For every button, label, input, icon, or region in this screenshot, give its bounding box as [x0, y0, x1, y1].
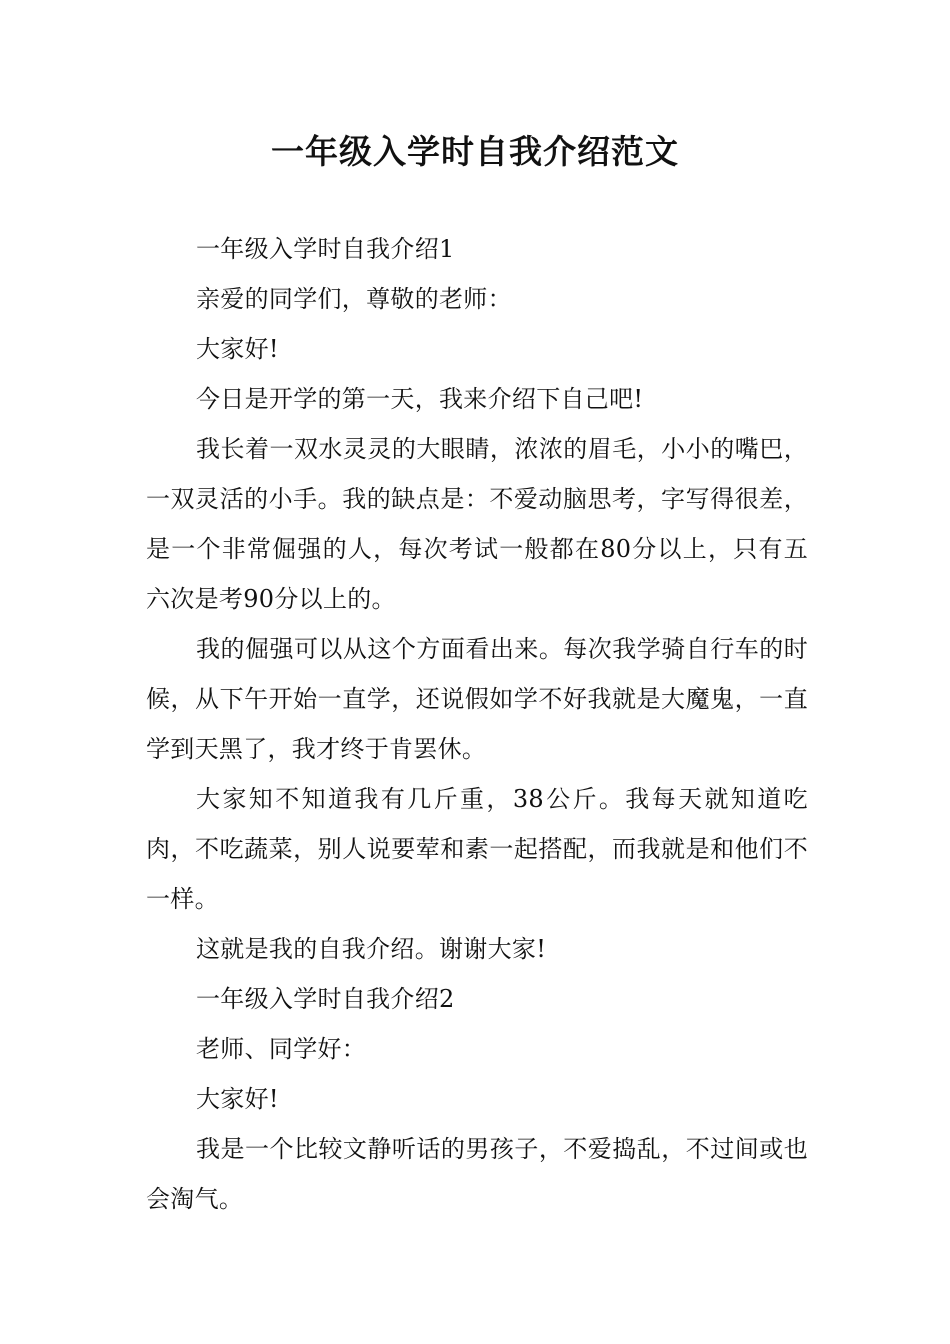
paragraph-2: 亲爱的同学们，尊敬的老师：	[196, 285, 512, 313]
paragraph-9: 一年级入学时自我介绍2	[196, 985, 455, 1013]
paragraph-1: 一年级入学时自我介绍1	[196, 235, 455, 263]
paragraph-7: 大家知不知道我有几斤重，38公斤。我每天就知道吃肉，不吃蔬菜，别人说要荤和素一起搭配，而我就是和他们不一样。	[146, 785, 808, 913]
paragraph-6: 我的倔强可以从这个方面看出来。每次我学骑自行车的时候，从下午开始一直学，还说假如学不好我就是大魔鬼，一直学到天黑了，我才终于肯罢休。	[146, 635, 808, 763]
paragraph-12: 我是一个比较文静听话的男孩子，不爱捣乱，不过间或也会淘气。	[146, 1135, 808, 1213]
paragraph-8: 这就是我的自我介绍。谢谢大家!	[196, 935, 547, 963]
paragraph-3: 大家好!	[196, 335, 279, 363]
paragraph-11: 大家好!	[196, 1085, 279, 1113]
document-title: 一年级入学时自我介绍范文	[271, 132, 679, 171]
paragraph-5: 我长着一双水灵灵的大眼睛，浓浓的眉毛，小小的嘴巴，一双灵活的小手。我的缺点是：不爱动脑思考，字写得很差，是一个非常倔强的人，每次考试一般都在80分以上，只有五六次是考90分以上的。	[146, 435, 808, 613]
paragraph-10: 老师、同学好：	[196, 1035, 367, 1063]
paragraph-4: 今日是开学的第一天，我来介绍下自己吧!	[196, 385, 644, 413]
document-body	[146, 224, 808, 1224]
